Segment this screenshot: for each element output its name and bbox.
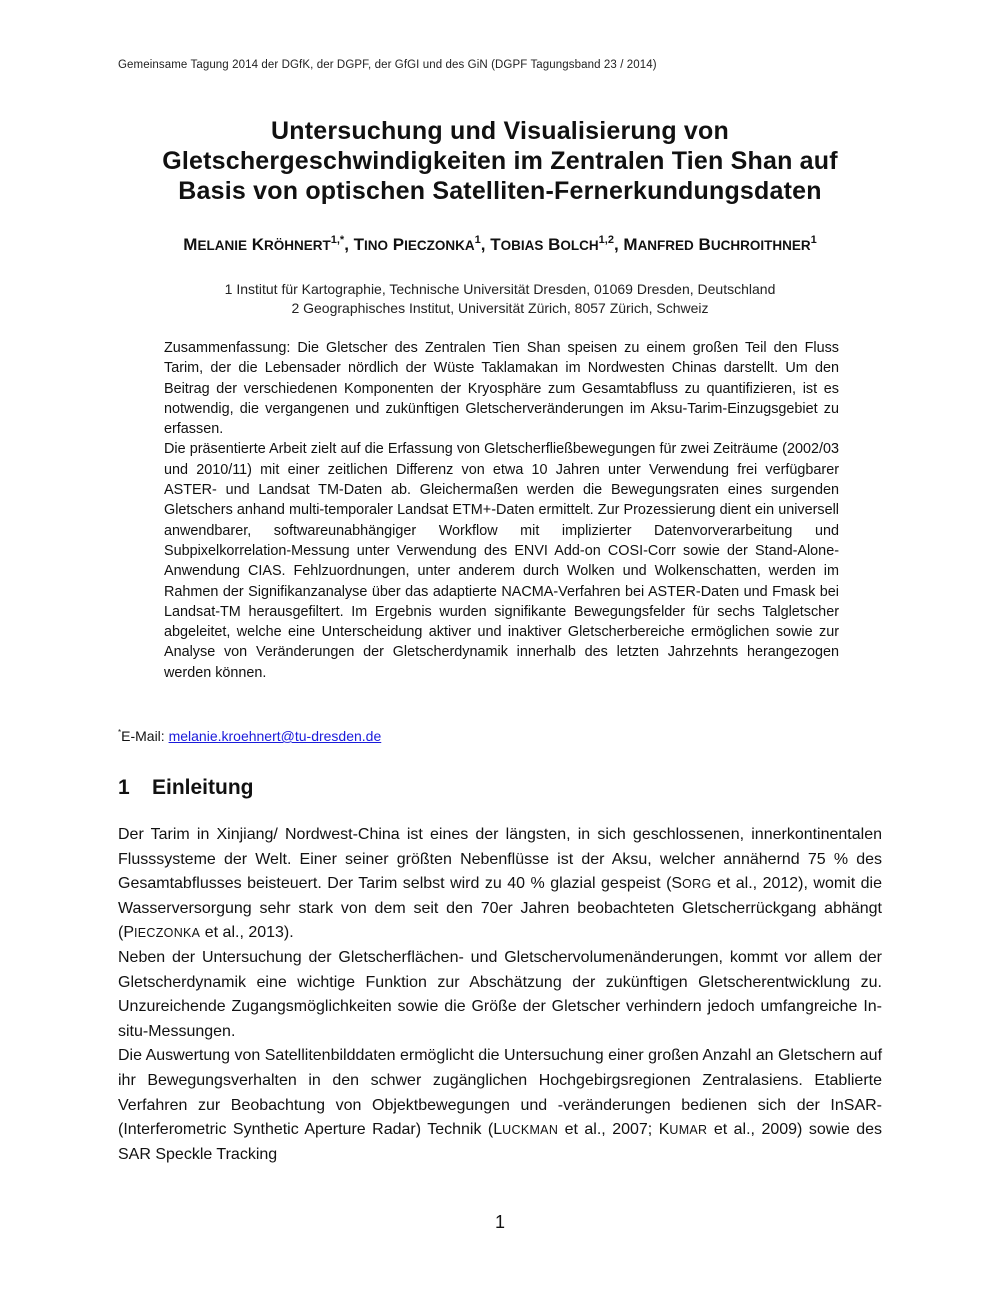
email-label: E-Mail: — [121, 728, 169, 744]
citation-author: K — [658, 1121, 670, 1139]
body-text — [118, 823, 882, 1167]
body-paragraph: Die Auswertung von Satellitenbilddaten ermöglicht die Untersuchung einer großen Anzahl an Gletschern auf ihr Bewegungsverhalten in den schwer zugänglichen Hochgebirgsregionen Zentralasiens. Etablierte Verfahren zur Beobachtung von Objektbewegungen und -veränderungen bedienen sich der InSAR- (Interferometric Synthetic Aperture Radar) Technik (LUCKMAN et al., 2007; KUMAR et al., 2009) sowie des SAR Speckle Tracking — [118, 1047, 883, 1163]
title-line: Untersuchung und Visualisierung von — [271, 117, 729, 145]
email-link[interactable]: melanie.kroehnert@tu-dresden.de — [168, 728, 382, 744]
affiliation-marker: 1 — [810, 234, 817, 246]
author-list — [100, 235, 900, 255]
section-heading — [118, 776, 254, 800]
affiliation: 2 Geographisches Institut, Universität Zürich, 8057 Zürich, Schweiz — [291, 300, 709, 316]
email-footnote — [118, 728, 381, 744]
title-line: Gletschergeschwindigkeiten im Zentralen Tien Shan auf — [162, 147, 838, 175]
page-number: 1 — [494, 1212, 505, 1232]
abstract — [164, 338, 839, 683]
body-paragraph: Der Tarim in Xinjiang/ Nordwest-China ist eines der längsten, in sich geschlossenen, innerkontinentalen Flusssysteme der Welt. Einer seiner größten Nebenflüsse ist der Aksu, welcher annähernd 75 % des Gesamtabflusses beisteuert. Der Tarim selbst wird zu 40 % glazial gespeist (SORG et al., 2012), womit die Wasserversorgung sehr stark von dem seit den 70er Jahren beobachteten Gletscherrückgang abhängt (PIECZONKA et al., 2013). — [118, 826, 882, 942]
footnote-marker: * — [118, 728, 122, 737]
affiliation-marker: 1,* — [330, 234, 345, 246]
section-title: Einleitung — [152, 776, 254, 799]
paper-title — [100, 116, 900, 206]
author: MELANIE $KRÖHNERT^{1,*}$, — [183, 234, 354, 254]
body-paragraph: Neben der Untersuchung der Gletscherflächen- und Gletschervolumenänderungen, kommt vor allem der Gletscherdynamik eine wichtige Funktion zur Abschätzung der zukünftigen Gletscherentwicklung zu. Unzureichende Zugangsmöglichkeiten sowie die Größe der Gletscher verhindern jedoch umfangreiche In-situ-Messungen. — [118, 948, 882, 1040]
section-number: 1 — [118, 776, 130, 799]
title-line: Basis von optischen Satelliten-Fernerkundungsdaten — [178, 177, 822, 205]
citation-author: P — [123, 924, 134, 942]
citation-author: S — [671, 875, 683, 893]
author: TINO PIECZONKA$^1$, — [353, 234, 491, 254]
affiliation: 1 Institut für Kartographie, Technische Universität Dresden, 01069 Dresden, Deutschland — [224, 281, 776, 297]
affiliation-marker: 1,2 — [598, 234, 614, 246]
affiliation-marker: 1 — [474, 234, 481, 246]
abstract-paragraph: Die präsentierte Arbeit zielt auf die Erfassung von Gletscherfließbewegungen für zwei Zeiträume (2002/03 und 2010/11) mit einer zeitlichen Differenz von etwa 10 Jahren unter Verwendung frei verfügbarer ASTER- und Landsat TM-Daten ab. Gleichermaßen werden die Bewegungsraten eines surgenden Gletschers anhand multi-temporaler Landsat ETM+-Daten ermittelt. Zur Prozessierung dient ein universell anwendbarer, softwareunabhängiger Workflow mit implizierter Datenvorverarbeitung und Subpixelkorrelation-Messung unter Verwendung des ENVI Add-on COSI-Corr sowie der Stand-Alone-Anwendung CIAS. Fehlzuordnungen, unter anderem durch Wolken und Wolkenschatten, werden im Rahmen der Signifikanzanalyse über das adaptierte NACMA-Verfahren bei ASTER-Daten und Fmask bei Landsat-TM herausgefiltert. Im Ergebnis wurden signifikante Bewegungsfelder für sechs Talgletscher abgeleitet, welche eine Unterscheidung aktiver und inaktiver Gletscherbereiche ermöglichen sowie zur Analyse von Veränderungen der Gletscherdynamik innerhalb des letzten Jahrzehnts herangezogen werden können. — [164, 441, 839, 681]
author: MANFRED BUCHROITHNER$^1$ — [623, 234, 817, 254]
author: TOBIAS BOLCH$^{1,2}$, — [490, 234, 624, 254]
running-header: Gemeinsame Tagung 2014 der DGfK, der DGPF, der GfGI und des GiN (DGPF Tagungsband 23 / 2014) — [118, 59, 657, 71]
affiliations — [100, 280, 900, 318]
abstract-paragraph: Zusammenfassung: Die Gletscher des Zentralen Tien Shan speisen zu einem großen Teil den Fluss Tarim, der die Lebensader nördlich der Wüste Taklamakan im Nordwesten Chinas darstellt. Um den Beitrag der verschiedenen Komponenten der Kryosphäre zum Gesamtabfluss zu quantifizieren, ist es notwendig, die vergangenen und zukünftigen Gletscherveränderungen im Aksu-Tarim-Einzugsgebiet zu erfassen. — [164, 340, 839, 438]
citation-author: L — [493, 1121, 503, 1139]
